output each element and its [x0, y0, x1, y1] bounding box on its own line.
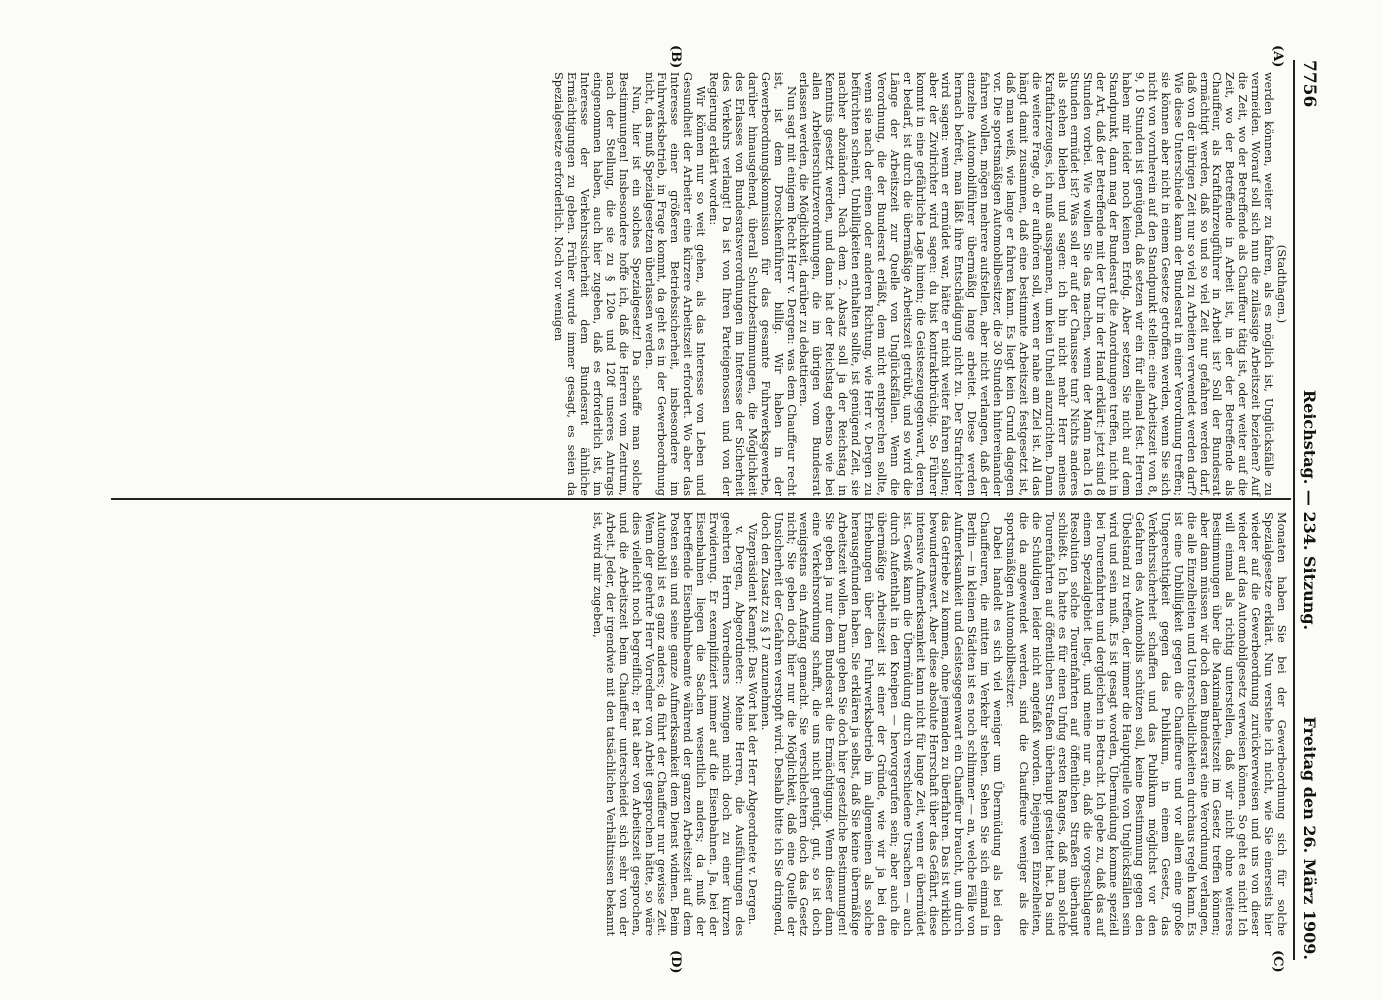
right-column	[590, 512, 1287, 936]
session-title: Reichstag. — 234. Sitzung.	[1300, 389, 1319, 631]
page-number: 7756	[1299, 60, 1319, 108]
paragraph: Monaten haben Sie bei der Gewerbeordnung sich für solche Spezialgesetze erklärt. Nun verstehe ich nicht, wie Sie einerseits hier wieder auf die Gewerbeordnung zurückverweisen und uns von dieser wieder auf das Automobilgesetz verweisen können. So geht es nicht! Ich will einmal als richtig unterstellen, daß wir nicht ohne weiteres Bestimmungen über die Maximalarbeitszeit im Gesetz treffen können; aber dann müssen wir doch dem Bundesrat eine Verordnung verlangen, die alle Einzelheiten und Unterschiedlichkeiten durchaus regeln kann. Es ist eine Unbilligkeit gegen die Chauffeure und vor allem eine große Ungerechtigkeit gegen das Publikum, in einem Gesetz, das Verkehrssicherheit schaffen und das Publikum möglichst vor den Gefahren des Automobils schützen soll, keine Bestimmung gegen den Übelstand zu treffen, der immer die Hauptquelle von Unglücksfällen sein wird und sein muß. Es ist gesagt worden, Übermüdung komme speziell bei Tourenfahrten und dergleichen in Betracht. Ich gebe zu, daß das auf einem Spezialgebiet liegt, und meine nur an, daß die vorgeschlagene Resolution solche Tourenfahrten auf öffentlichen Straßen überhaupt schließt. Ich hatte es für einen Unfug ersten Ranges, daß man solche Tourenfahrten auf öffentlichen Straßen überhaupt gestattet hat. Da sind die Schuldigen leider nicht angefaßt worden. Diejenigen Einzelheiten, die da angewendet werden, sind die Chauffeure weniger als die sportsmäßigen Automobilbesitzer.	[1003, 512, 1288, 936]
paragraph: Nun sagt mit einigem Recht Herr v. Dergen: was dem Chauffeur recht ist, ist dem Droschkenführer billig. Wir haben in der Gewerbeordnungskommission für das gesamte Fuhrwerksgewerbe, darüber hinausgehend, überall Schutzbestimmungen, die Möglichkeit des Erlasses von Bundesratsverordnungen im Interesse der Sicherheit des Verkehrs verlangt! Da ist von Ihren Parteigenossen und von der Regierung erklärt worden:	[707, 72, 798, 496]
column-divider	[111, 498, 1291, 500]
session-date: Freitag den 26. März 1909.	[1300, 716, 1319, 960]
paragraph: werden können, weiter zu fahren, als es möglich ist, Unglücksfälle zu vermeiden. Worauf soll sich nun die zulässige Arbeitszeit beziehen? Auf die Zeit, wo der Betreffende als Chauffeur tätig ist, oder weiter auf die Zeit, wo der Betreffende in Arbeit ist, in der der Betreffende als Chauffeur, als Kraftfahrzeugführer in Arbeit ist? Soll der Bundesrat ermächtigt werden, daß so und so viel Zeit nur gefahren werden darf, daß von der übrigen Zeit nur so viel zu Arbeiten verwendet werden darf? Wie diese Unterschiede kann der Bundesrat in einer Verordnung treffen; sie können aber nicht in einem Gesetze getroffen werden, wenn Sie sich nicht von vornherein auf den Standpunkt stellen: eine Arbeitszeit von 8, 9, 10 Stunden ist genügend, daß setzen wir ein für allemal fest. Herren haben mir leider noch keinen Erfolg. Aber setzen Sie nicht auf dem Standpunkt, dann mag der Bundesrat die Anordnungen treffen, nicht in der Art, daß der Betreffende mit der Uhr in der Hand erklärt: jetzt sind 8 Stunden vorbei. Wie wollen Sie das machen, wenn der Mann nach 16 Stunden ermüdet ist? Was soll er auf der Chaussee tun? Nichts anderes als stehen bleiben und sagen: ich bin nicht mehr Herr meines Kraftfahrzeuges, ich muß ausspannen, um kein Unheil anzurichten. Dann die weitere Frage, ob er aufhören soll, wenn er nahe am Ziel ist. All das hängt damit zusammen, daß eine bestimmte Arbeitszeit festgesetzt ist, daß man weiß, wie lange er fahren kann. Es liegt kein Grund dagegen vor. Die sportsmäßigen Automobilbesitzer, die 30 Stunden hintereinander fahren wollen, mögen mehrere aufstellen, aber nicht verlangen, daß der einzelne Automobilführer übermäßig lange arbeitet. Diese werden hernach befreit, man läßt ihre Entschädigung nicht zu. Der Strafrichter wird sagen: wenn er ermüdet war, hätte er nicht weiter fahren sollen; aber der Zivilrichter wird sagen: du bist kontraktbrüchig. So Führer kommt in eine gefährliche Lage hinein; die Geisteszeugegenwart, deren er bedarf, ist durch die übermäßige Arbeitszeit getrübt, und so wird die Länge der Arbeitszeit zur Quelle von Unglücksfällen. Wenn die Verordnung, die der Bundesrat erläßt, dem nicht entsprechen sollte, wenn sie nach der einen oder anderen Richtung, wie Herr v. Dergen zu befürchten scheint, Unbilligkeiten enthalten sollte, ist genügend Zeit, sie nachher abzuändern. Nach dem 2. Absatz soll ja der Reichstag in Kenntnis gesetzt werden, und dann hat der Reichstag ebenso wie bei allen Arbeiterschutzverordnungen, die im übrigen vom Bundesrat erlassen werden, die Möglichkeit, darüber zu debattieren.	[797, 72, 1276, 496]
paragraph: Dabei handelt es sich viel weniger um Übermüdung als bei den Chauffeuren, die mitten im Verkehr stehen. Sehen Sie sich einmal in Berlin — in kleinen Städten ist es noch schlimmer — an, welche Fälle von Aufmerksamkeit und Geistesgegenwart ein Chauffeur braucht, um durch das Getriebe zu kommen, ohne jemanden zu überfahren. Das ist wirklich bewundernswert. Aber diese absolute Herrschaft über das Gefährt, diese intensive Aufmerksamkeit kann nicht für lange Zeit, wenn er übermüdet ist. Gewiß kann die Übermüdung durch verschiedene Ursachen — auch durch Aufenthalt in den Kneipen — hervorgerufen sein; aber auch die übermäßige Arbeitszeit ist einer der Gründe, wie wir ja bei den Erhebungen über den Fuhrwerksbetrieb im allgemeinen als solche herausgefunden haben. Sie erklären ja selbst, daß Sie keine übermäßige Arbeitszeit wollen. Dann geben Sie doch hier gesetzliche Bestimmungen! Sie geben ja nur dem Bundesrat die Ermächtigung. Wenn dieser dann eine Verkehrsordnung schafft, die uns nicht genügt, gut, so ist doch wenigstens ein Anfang gemacht. Sie verschlechtern doch das Gesetz nicht; Sie geben doch hier nur die Möglichkeit, daß eine Quelle der Unsicherheit der Gefahren verstopft wird. Deshalb bitte ich Sie dringend, doch den Zusatz zu § 17 anzunehmen.	[758, 512, 1005, 936]
paragraph: Nun, hier ist ein solches Spezialgesetz! Da schaffe man solche Bestimmungen! Insbesondere hoffe ich, daß die Herren vom Zentrum, nach der Stellung, die sie zu § 120e und 120f unseres Antrags eingenommen haben, auch hier zugeben, daß es erforderlich ist, im Interesse der Verkehrssicherheit dem Bundesrat ähnliche Ermächtigungen zu geben. Früher wurde immer gesagt, es seien da Spezialgesetze erforderlich. Noch vor wenigen	[552, 72, 643, 496]
quotation: Wir können nur so weit gehen, als das Interesse von Leben und Gesundheit der Arbeiter eine kürzere Arbeitszeit erfordert. Wo aber das Interesse einer größeren Betriebssicherheit, insbesondere im Fuhrwerksbetrieb, in Frage kommt, da geht es in der Gewerbeordnung nicht, das muß Spezialgesetzen überlassen werden.	[642, 72, 708, 496]
margin-marker-b: (B)	[668, 45, 683, 69]
speaker-name: (Stadthagen.)	[1275, 244, 1288, 324]
margin-marker-c: (C)	[1270, 950, 1285, 973]
chair-announcement: Vizepräsident Kaempf: Das Wort hat der Herr Abgeordnete v. Dergen.	[745, 523, 759, 925]
page-header	[1293, 60, 1325, 960]
left-column	[551, 72, 1287, 496]
margin-marker-d: (D)	[668, 950, 683, 974]
margin-marker-a: (A)	[1270, 45, 1285, 68]
speech-paragraph: v. Dergen, Abgeordneter: Meine Herren, die Ausführungen des geehrten Herrn Vorredners zwingen mich doch zu einer kurzen Erwiderung. Er exemplifiziert immer auf die Eisenbahnen. Ja, bei der Eisenbahnen liegen die Sachen wesentlich anders; da muß der betreffende Eisenbahnbeamte während der ganzen Arbeitszeit auf dem Posten sein und seine ganze Aufmerksamkeit dem Dienst widmen. Beim Automobil ist es ganz anders; da führt der Chauffeur nur gewisse Zeit. Wenn der geehrte Herr Vorredner von Arbeit gesprochen hätte, so wäre dies vielleicht noch begreiflich; er hat aber von Arbeitszeit gesprochen, und die Arbeitszeit beim Chauffeur unterscheidet sich sehr von der Arbeit. Jeder, der irgendwie mit den tatsächlichen Verhältnissen bekannt ist, wird mir zugeben,	[590, 512, 746, 936]
